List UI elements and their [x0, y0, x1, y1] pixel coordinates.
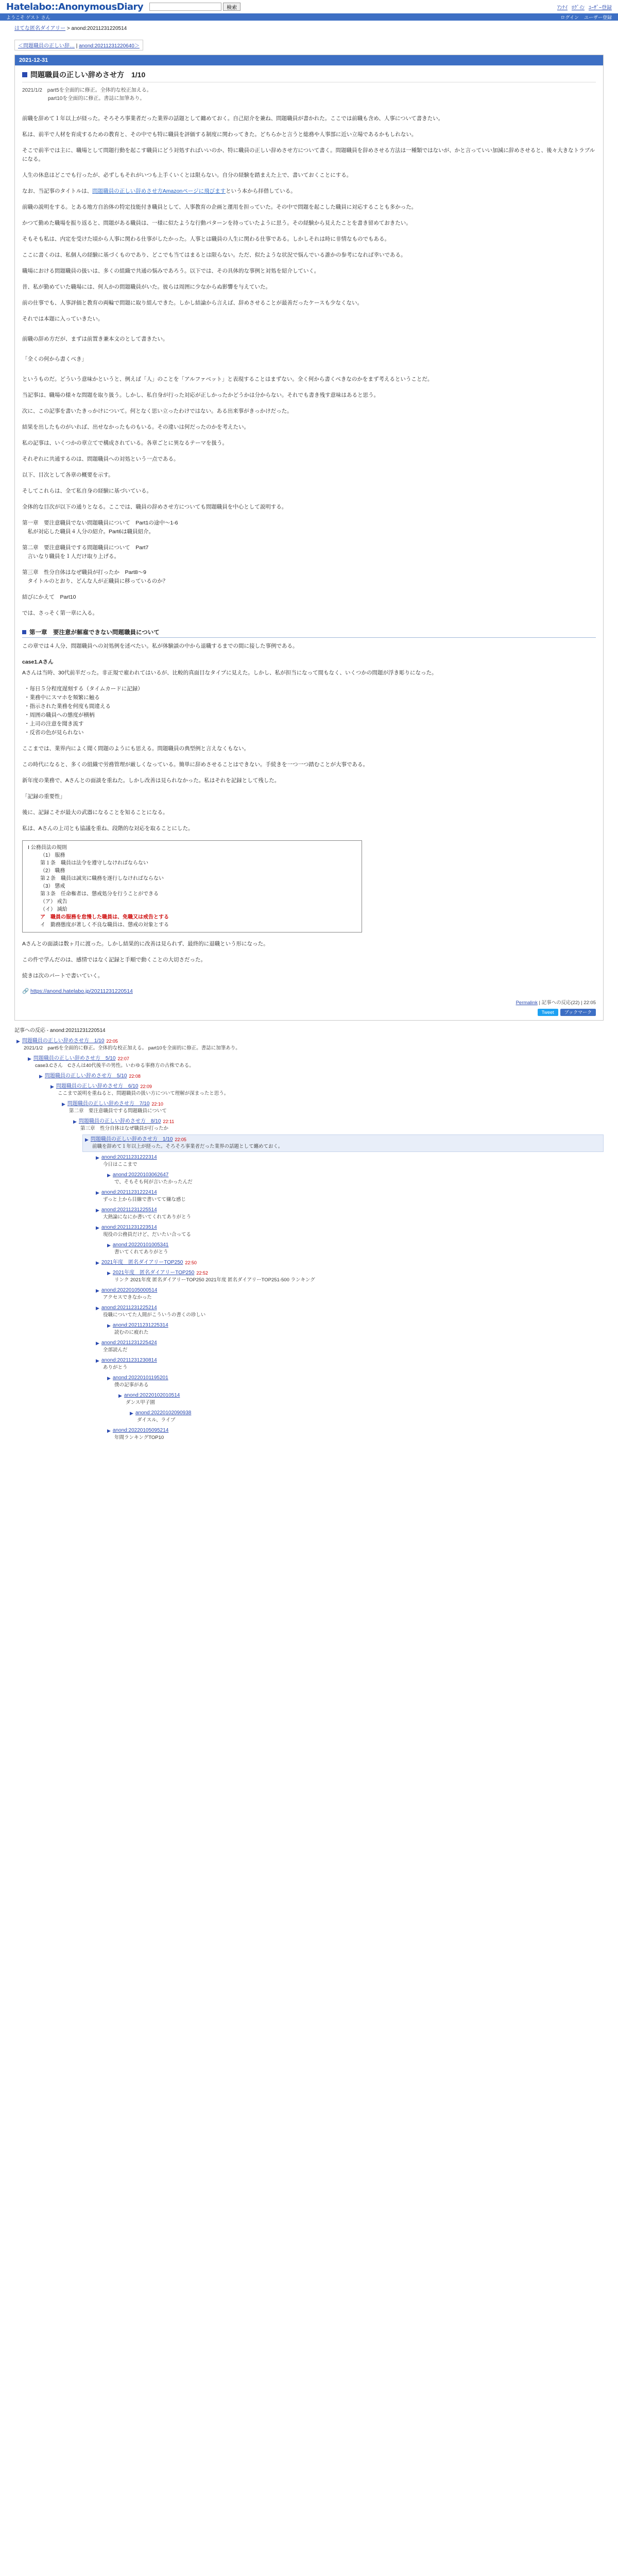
box-line: （ア） 戒告 [40, 899, 67, 905]
reaction-node [14, 1037, 604, 1053]
case-heading: case1.Aさん [22, 659, 54, 665]
reaction-link[interactable]: anond:20220101005341 [112, 1242, 169, 1248]
reaction-node [26, 1054, 604, 1071]
reaction-node [116, 1391, 604, 1408]
paragraph: かつて勤めた職場を振り返ると、問題がある職員は、一様に似たような行動パターンを持っていたように思う。その経験から見えたことを書き留めておきたい。 [22, 220, 411, 226]
reaction-excerpt: ずっと上から目線で書いてて嫌な感じ [103, 1197, 186, 1202]
paragraph: 私は、前半で人材を育成するための教育と、その中でも特に職員を評価する制度に関わってきた。どちらかと言うと総務や人事部に近い立場であるかもしれない。 [22, 131, 417, 138]
reaction-node-head [107, 1242, 602, 1249]
paragraph: それぞれに共通するのは、問題職員への対処という一点である。 [22, 456, 179, 462]
arrow-icon: ▶ [107, 1243, 111, 1248]
bookmark-button[interactable]: ブックマーク [560, 1009, 596, 1016]
pager-next-link[interactable]: anond:20211231220640＞ [79, 43, 140, 49]
regulation-box [22, 840, 362, 933]
reaction-link[interactable]: 問題職員の正しい辞めさせ方 1/10 [22, 1038, 105, 1044]
reaction-link[interactable]: 2021年度 匿名ダイアリーTOP250 [112, 1270, 195, 1276]
arrow-icon: ▶ [107, 1376, 111, 1381]
reaction-excerpt: 読むのに疲れた [114, 1330, 149, 1335]
paragraph: 前職を辞めて１年以上が経った。そろそろ事業者だった業界の話題として纏めておく。自己紹介を兼ね、問題職員が書かれた。ここでは前職も含め、人事について書きたい。 [22, 115, 444, 122]
reaction-node [94, 1223, 604, 1240]
issue-list [24, 685, 596, 737]
reaction-node-head [96, 1287, 602, 1294]
reaction-node-head [50, 1083, 602, 1090]
tweet-button[interactable]: Tweet [538, 1009, 558, 1016]
paragraph: では、さっそく第一章に入る。 [22, 610, 98, 616]
paragraph: そもそも私は、内定を受けた頃から人事に関わる仕事がしたかった。人事とは職員の人生に関わる仕事である。しかしそれは時に非情なものでもある。 [22, 236, 390, 242]
box-line: 第３条 任命権者は、懲戒処分を行うことができる [40, 891, 159, 897]
paragraph: この時代になると、多くの組織で労務管理が厳しくなっている。簡単に辞めさせることはできない。手続きを一つ一つ踏むことが大事である。 [22, 761, 368, 768]
nav-login-link[interactable]: ログイン [560, 14, 579, 20]
reaction-node-head [96, 1189, 602, 1196]
paragraph: 「記録の重要性」 [22, 793, 65, 800]
reaction-node [105, 1241, 604, 1257]
reaction-node-head [107, 1322, 602, 1329]
reaction-link[interactable]: anond:20211231222414 [101, 1190, 157, 1195]
paragraph: Aさんは当時、30代前半だった。非正規で雇われてはいるが、比較的真面目なタイプに見えた。しかし、私が担当になって間もなく、いくつかの問題が浮き彫りになった。 [22, 670, 437, 676]
reaction-link[interactable]: anond:20211231222314 [101, 1155, 157, 1160]
paragraph: 結果を出したものがいれば、出せなかったものもいる。その違いは何だったのかを考えたい。 [22, 424, 249, 430]
reaction-node-head [96, 1357, 602, 1364]
reaction-link[interactable]: anond:20220102090938 [135, 1410, 192, 1416]
reaction-node [128, 1409, 604, 1425]
arrow-icon: ▶ [107, 1428, 111, 1433]
reaction-node-head [16, 1038, 602, 1045]
paragraph: 私の記事は、いくつかの章立てで構成されている。各章ごとに異なるテーマを扱う。 [22, 440, 228, 446]
reaction-link[interactable]: 問題職員の正しい辞めさせ方 8/10 [78, 1118, 161, 1124]
toc-item: タイトルのとおり、どんな人が正職員に移っているのか？ [22, 578, 168, 584]
reaction-excerpt: リンク 2021年度 匿名ダイアリーTOP250 2021年度 匿名ダイアリーTOP251-500 ランキング [114, 1277, 315, 1283]
reaction-node-head [62, 1100, 602, 1108]
paragraph: この章では４人分、問題職員への対処例を述べたい。私が体験談の中から退職するまでの間に接した事例である。 [22, 643, 298, 649]
reaction-node [82, 1134, 604, 1152]
box-line-highlight: ア 職員の服務を怠慢した職員は、免職又は戒告とする [40, 914, 169, 920]
reaction-time: 22:07 [117, 1056, 129, 1061]
reaction-node-head [96, 1207, 602, 1214]
reaction-node [105, 1374, 604, 1390]
paragraph: 当記事は、職場の様々な問題を取り扱う。しかし、私自身が行った対応が正しかったかどうかは分からない。それでも書き残す意味はあると思う。 [22, 392, 379, 398]
arrow-icon: ▶ [96, 1358, 99, 1363]
nav-register-link[interactable]: ユーザー登録 [583, 14, 612, 20]
reaction-node [94, 1206, 604, 1222]
reaction-node-head [107, 1172, 602, 1179]
main-container [14, 35, 604, 1443]
arrow-icon: ▶ [96, 1208, 99, 1213]
arrow-icon: ▶ [107, 1270, 111, 1276]
day-date: 2021-12-31 [15, 55, 603, 65]
reaction-link[interactable]: anond:20211231225214 [101, 1305, 157, 1311]
section-heading-text: 第一章 要注意が解雇できない問題職員について [29, 630, 160, 636]
reaction-excerpt: 書いてくれてありがとう [114, 1249, 168, 1255]
arrow-icon: ▶ [39, 1074, 43, 1079]
arrow-icon: ▶ [96, 1260, 99, 1265]
reaction-excerpt: ダンス甲子園 [126, 1400, 155, 1405]
toc-item: 第一章 要注意職員でない問題職員について Part1の途中〜1-6 [22, 520, 178, 526]
paragraph: ここに書くのは、私個人の経験に基づくものであり、どこでも当てはまるとは限らない。ただ、似たような状況で悩んでいる誰かの参考になれば幸いである。 [22, 252, 406, 258]
share-buttons [22, 1009, 596, 1016]
arrow-icon: ▶ [16, 1039, 20, 1044]
arrow-icon: ▶ [96, 1225, 99, 1230]
breadcrumb-sep: > [65, 26, 72, 31]
arrow-icon: ▶ [50, 1084, 54, 1089]
reaction-node-head [96, 1259, 602, 1266]
meta-line: 2021/1/2 part5を全面的に修正。全体的な校正加える。 [22, 88, 152, 93]
header-link-guide[interactable]: ｱﾝﾅｲ [557, 5, 568, 11]
reaction-node-head [96, 1224, 602, 1231]
source-link[interactable]: https://anond.hatelabo.jp/20211231220514 [30, 988, 133, 994]
reaction-excerpt: ダイスル、ライブ [137, 1417, 176, 1423]
reaction-node [48, 1082, 604, 1098]
entry-meta [22, 87, 596, 103]
list-item: ・指示された業務を何度も間違える [24, 703, 111, 709]
paragraph: というものだ。どういう意味かというと、例えば「人」のことを「アルファベット」と表現することはまずない。全く何から書くべきなのかをまず考えるということだ。 [22, 376, 433, 382]
reaction-node [71, 1117, 604, 1133]
reaction-node-head [107, 1269, 602, 1277]
arrow-icon: ▶ [107, 1323, 111, 1328]
paragraph: 以下、目次として各章の概要を示す。 [22, 472, 114, 478]
entry-title-link[interactable]: 問題職員の正しい辞めさせ方 1/10 [30, 71, 146, 79]
reaction-link[interactable]: anond:20220105000514 [101, 1287, 158, 1293]
paragraph: そしてこれらは、全て私自身の経験に基づいている。 [22, 488, 152, 494]
breadcrumb-current: anond:20211231220514 [71, 26, 127, 31]
paragraph: 前の仕事でも、人事評価と教育の両輪で問題に取り組んできた。しかし結論から言えば、辞めさせることが最善だったケースも少なくない。 [22, 300, 363, 306]
reaction-excerpt: case3.Cさん Cさんは40代後半の男性。いわゆる事務方の古株である。 [35, 1063, 194, 1069]
reaction-time: 22:09 [140, 1084, 152, 1089]
pager-sep: | [75, 43, 79, 49]
reactions-header: 記事への反応 - anond:20211231220514 [14, 1028, 106, 1033]
box-line: （2） 職務 [40, 868, 65, 874]
reaction-node-head [96, 1304, 602, 1312]
reaction-link[interactable]: 問題職員の正しい辞めさせ方 7/10 [67, 1101, 150, 1107]
reaction-link[interactable]: 2021年度 匿名ダイアリーTOP250 [101, 1260, 183, 1265]
site-logo[interactable]: Hatelabo::AnonymousDiary [6, 1, 144, 12]
entry-body [15, 65, 603, 1020]
search-input[interactable] [149, 3, 221, 11]
reaction-excerpt: 僕の記事がある [114, 1382, 149, 1388]
reaction-excerpt: 現役の公務員だけど、だいたい合ってる [103, 1232, 192, 1238]
arrow-icon: ▶ [130, 1411, 133, 1416]
reaction-link[interactable]: anond:20211231225424 [101, 1340, 157, 1346]
reaction-excerpt: 第三章 性分自体はなぜ職員が打ったか [80, 1126, 169, 1131]
reaction-node-head [28, 1055, 602, 1062]
paragraph-with-link [22, 187, 596, 196]
paragraph: 新年度の業務で、Aさんとの面談を重ねた。しかし改善は見られなかった。私はそれを記録として残した。 [22, 777, 280, 784]
paragraph: 私は、Aさんの上司とも協議を重ね、段階的な対応を取ることにした。 [22, 825, 194, 832]
reaction-link[interactable]: anond:20211231225314 [112, 1323, 168, 1328]
square-icon [22, 72, 27, 77]
arrow-icon: ▶ [28, 1056, 31, 1061]
arrow-icon: ▶ [118, 1393, 122, 1398]
section-heading [22, 627, 596, 638]
box-line: Ⅰ 公務員法の規則 [28, 845, 67, 851]
pager-prev-link[interactable]: ＜問題職員の正しい辞… [18, 43, 75, 49]
link-icon: 🔗 [22, 988, 30, 994]
nav-bar [0, 13, 618, 21]
paragraph-link-pre: なお、当記事のタイトルは、 [22, 188, 93, 194]
arrow-icon: ▶ [96, 1288, 99, 1293]
box-line: 第１条 職員は法令を遵守しなければならない [40, 860, 148, 866]
reaction-node-head [96, 1154, 602, 1161]
permalink-link[interactable]: Permalink [516, 1000, 538, 1006]
paragraph: Aさんとの面談は数ヶ月に渡った。しかし結果的に改善は見られず、最終的に退職という形になった。 [22, 941, 269, 947]
header-links [557, 3, 612, 11]
reaction-node-head [73, 1118, 602, 1125]
reaction-node [94, 1356, 604, 1372]
reaction-excerpt: 前職を辞めて１年以上が経った。そろそろ事業者だった業界の話題として纏めておく。 [92, 1144, 283, 1149]
reaction-excerpt: 役職についてた人間がこういうの書くの珍しい [103, 1312, 206, 1318]
paragraph-link-post: という本から拝借している。 [226, 188, 296, 194]
reaction-node [94, 1258, 604, 1267]
reaction-node [94, 1153, 604, 1170]
square-icon [22, 630, 26, 634]
box-line: 第２条 職員は誠実に職務を遂行しなければならない [40, 876, 164, 882]
toc-item: 言いなり職員を１人だけ取り上げる。 [22, 553, 119, 560]
arrow-icon: ▶ [96, 1155, 99, 1160]
reaction-link[interactable]: 問題職員の正しい辞めさせ方 1/10 [90, 1137, 173, 1142]
reaction-time: 22:50 [185, 1260, 197, 1265]
reaction-time: 22:11 [163, 1119, 175, 1124]
reaction-link[interactable]: anond:20220102010514 [124, 1393, 180, 1398]
toc-item: 第三章 性分自体はなぜ職員が打ったか Part8〜9 [22, 569, 146, 575]
toc-item: 第二章 要注意職員でする問題職員について Part7 [22, 545, 149, 551]
box-line: イ 勤務態度が著しく不良な職員は、懲戒の対象とする [40, 922, 169, 928]
arrow-icon: ▶ [107, 1173, 111, 1178]
paragraph: 続きは次のパートで書いていく。 [22, 973, 104, 979]
list-item: ・周囲の職員への態度が横柄 [24, 712, 95, 718]
reaction-excerpt: 今日はここまで [103, 1162, 138, 1167]
reaction-node-head [107, 1427, 602, 1434]
reaction-node-head [118, 1392, 602, 1399]
header-link-login[interactable]: ﾛｸﾞｲﾝ [572, 5, 585, 11]
reaction-link[interactable]: anond:20211231223514 [101, 1225, 157, 1230]
reaction-link[interactable]: 問題職員の正しい辞めさせ方 5/10 [33, 1056, 116, 1061]
reaction-link[interactable]: anond:20220103062647 [112, 1172, 169, 1178]
source-link-line [22, 988, 596, 994]
paragraph: 前職の辞め方だが、まずは前置き兼本文のとして書きたい。 [22, 336, 168, 342]
reaction-excerpt: アクセスできなかった [103, 1295, 152, 1300]
reaction-link[interactable]: anond:20211231230814 [101, 1358, 157, 1363]
entry-pager [14, 40, 143, 50]
toc-intro: 全体的な目次が以下の通りとなる。ここでは、職員の辞めさせ方についても問題職員を中心として説明する。 [22, 504, 287, 510]
reaction-node-head [39, 1073, 602, 1080]
reaction-node [105, 1321, 604, 1337]
box-line: （イ） 減給 [40, 907, 67, 912]
list-item: ・上司の注意を聞き流す [24, 721, 84, 727]
reaction-excerpt: ありがとう [103, 1365, 128, 1370]
reaction-node [94, 1303, 604, 1320]
reaction-node-head [96, 1340, 602, 1347]
reaction-excerpt: ここまで説明を重ねると、問題職員の扱い方について理解が深まったと思う。 [58, 1091, 229, 1096]
arrow-icon: ▶ [85, 1137, 89, 1142]
reaction-node [94, 1286, 604, 1302]
box-line: （3） 懲戒 [40, 884, 65, 889]
reaction-time: 22:05 [106, 1039, 118, 1044]
reaction-node [37, 1072, 604, 1081]
list-item: ・業務中にスマホを頻繁に触る [24, 694, 100, 701]
reaction-node [60, 1099, 604, 1116]
reaction-link[interactable]: 問題職員の正しい辞めさせ方 6/10 [56, 1083, 139, 1089]
reaction-time: 22:52 [196, 1270, 208, 1276]
list-item: ・反省の色が見られない [24, 730, 84, 736]
reaction-node [94, 1338, 604, 1355]
paragraph: ここまでは、業界内によく聞く問題のようにも思える。問題職員の典型例と言えなくもない。 [22, 745, 249, 752]
day-section [14, 55, 604, 1021]
amazon-link[interactable]: 問題職員の正しい辞めさせ方Amazonページに飛びます [92, 188, 226, 194]
paragraph: この件で学んだのは、感情ではなく記録と手順で動くことの大切さだった。 [22, 957, 206, 963]
reaction-node-head [107, 1375, 602, 1382]
arrow-icon: ▶ [73, 1119, 77, 1124]
entry-title [22, 70, 596, 82]
reaction-link[interactable]: 問題職員の正しい辞めさせ方 5/10 [44, 1073, 127, 1079]
paragraph: 職場における問題職員の扱いは、多くの組織で共通の悩みであろう。以下では、その具体的な事例と対処を紹介していく。 [22, 268, 320, 274]
reaction-node [94, 1188, 604, 1205]
header-link-register[interactable]: ﾕｰｻﾞｰ登録 [589, 5, 612, 11]
reaction-node-head [85, 1136, 601, 1143]
reaction-time: 22:10 [151, 1101, 163, 1107]
arrow-icon: ▶ [96, 1306, 99, 1311]
entry-footer [22, 998, 596, 1006]
arrow-icon: ▶ [62, 1101, 65, 1107]
reaction-link[interactable]: anond:20220101195201 [112, 1375, 168, 1381]
list-item: ・毎日５分程度遅刻する（タイムカードに記録） [24, 686, 143, 692]
box-line: （1） 服務 [40, 853, 65, 858]
paragraph: 前職の説明をする。とある地方自治体の特定技能付き職員として、人事教育の企画と運用を担っていた。その中で問題を起こした職員に対応することも多かった。 [22, 204, 417, 210]
reaction-link[interactable]: anond:20220105095214 [112, 1428, 169, 1433]
reaction-excerpt: 第二章 要注意職員でする問題職員について [69, 1108, 167, 1114]
footer-meta: | 記事への反応(22) | 22:05 [537, 1000, 596, 1006]
toc-item: 私が対応した職員４人分の紹介。Part6は職員紹介。 [22, 529, 154, 535]
reaction-excerpt: 全部読んだ [103, 1347, 128, 1353]
paragraph: そこで前半では主に、職場として問題行動を起こす職員にどう対処すればいいのか、特に職員の正しい辞めさせ方について書く。問題職員を辞めさせる方法は一種類ではないが、かと言っていい加減に辞めさせると、後々大きなトラブルになる。 [22, 147, 595, 162]
reaction-node [105, 1171, 604, 1187]
search-button[interactable]: 検索 [223, 3, 241, 11]
arrow-icon: ▶ [96, 1190, 99, 1195]
reaction-node-head [130, 1410, 602, 1417]
reaction-excerpt: 大熱論になにか書いてくれてありがとう [103, 1214, 192, 1220]
paragraph: 次に、この記事を書いたきっかけについて。何となく思い立ったわけではない。ある出来事がきっかけだった。 [22, 408, 293, 414]
reaction-time: 22:05 [175, 1137, 186, 1142]
reactions-tree [14, 1037, 604, 1443]
reaction-node [105, 1426, 604, 1443]
arrow-icon: ▶ [96, 1341, 99, 1346]
paragraph: 人生の休息はどこでも行ったが、必ずしもそれがいつも上手くいくとは限らない。自分の経験を踏まえた上で、書いておくことにする。 [22, 172, 352, 178]
paragraph: 後に、記録こそが最大の武器になることを知ることになる。 [22, 809, 168, 816]
breadcrumb [0, 21, 618, 35]
reaction-link[interactable]: anond:20211231225514 [101, 1207, 157, 1213]
meta-line: part10を全面的に修正。書誌に加筆あり。 [22, 96, 145, 101]
welcome-text: ようこそ ゲスト さん [6, 14, 50, 20]
reaction-time: 22:08 [129, 1074, 141, 1079]
paragraph: それでは本題に入っていきたい。 [22, 316, 104, 322]
reaction-excerpt: で、そもそも何が言いたかったんだ [114, 1179, 193, 1185]
paragraph: 昔、私が勤めていた職場には、何人かの問題職員がいた。彼らは周囲に少なからぬ影響を与えていた。 [22, 284, 271, 290]
table-of-contents [22, 519, 596, 586]
reaction-excerpt: 年間ランキングTOP10 [114, 1435, 164, 1440]
breadcrumb-home[interactable]: はてな匿名ダイアリー [14, 26, 66, 31]
reaction-excerpt: 2021/1/2 part5を全面的に修正。全体的な校正加える。 part10を全面的に修正。書誌に加筆あり。 [24, 1045, 241, 1051]
reaction-node [105, 1268, 604, 1285]
paragraph: 結びにかえて Part10 [22, 594, 76, 600]
quote: 「全くの何から書くべき」 [22, 356, 87, 362]
top-bar [0, 0, 618, 13]
